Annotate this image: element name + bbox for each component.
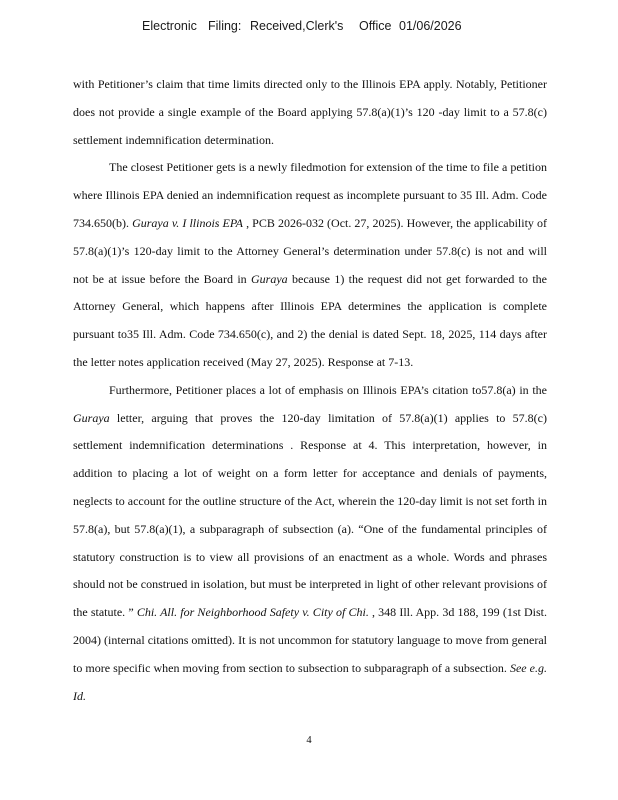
case-citation-chi-all: Chi. All. for Neighborhood Safety v. City of Chi. [136,605,369,620]
page-number: 4 [306,735,312,746]
case-citation-guraya: Guraya v. I llinois EPA [132,215,243,230]
paragraph-3-text-3: , 348 Ill. App. 3d 188, 199 (1st Dist. 2004) (internal citations omitted). It is not uncommon for statutory language to move from general to more specific when moving from section to subsection to subparagraph of a subsection. [73,605,548,675]
case-name-guraya: Guraya [73,410,110,425]
paragraph-1-text: with Petitioner’s claim that time limits directed only to the Illinois EPA apply. Notably, Petitioner does not provide a single example of the Board applying 57.8(a)(1)’s 120 -day limit to a 57.8(c) settlement indemnification determination. [73,77,547,147]
paragraph-3-text-2: letter, arguing that proves the 120-day limitation of 57.8(a)(1) applies to 57.8(c) settlement indemnification determinations . Response at 4. This interpretation, however, in addition to placing a lot of weight on a form letter for acceptance and denials of payments, neglects to account for the outline structure of the Act, wherein the 120-day limit is not set forth in 57.8(a), but 57.8(a)(1), a subparagraph of subsection (a). “One of the fundamental principles of statutory construction is to view all provisions of an enactment as a whole. Words and phrases should not be construed in isolation, but must be interpreted in light of other relevant provisions of the statute. ” [73,410,547,620]
header-filing: Filing: [208,19,242,33]
header-electronic: Electronic [142,19,197,33]
paragraph-2-text-3: because 1) the request did not get forwarded to the Attorney General, which happens after Illinois EPA determines the application is complete pursuant to35 Ill. Adm. Code 734.650(c), and 2) the denial is dated Sept. 18, 2025, 114 days after the letter notes application received (May 27, 2025). Response at 7-13. [73,271,547,369]
case-name-guraya: Guraya [251,271,288,286]
see-eg-id-signal: See e.g. Id. [73,660,547,703]
paragraph-2 [73,154,547,376]
paragraph-2-text-1: The closest Petitioner gets is a newly filedmotion for extension of the time to file a petition where Illinois EPA denied an indemnification request as incomplete pursuant to 35 Ill. Adm. Code 734.650(b). [73,160,547,230]
paragraph-1 [73,71,547,154]
header-office: Office [359,19,392,33]
paragraph-3-text-1: Furthermore, Petitioner places a lot of emphasis on Illinois EPA’s citation to57.8(a) in the [109,382,547,397]
paragraph-2-text-2: , PCB 2026-032 (Oct. 27, 2025). However, the applicability of 57.8(a)(1)’s 120-day limit to the Attorney General’s determination under 57.8(c) is not and will not be at issue before the Board in [73,215,548,286]
header-received: Received,Clerk's [250,19,344,33]
document-body [73,71,547,710]
paragraph-3 [73,377,547,711]
header-date: 01/06/2026 [399,19,462,33]
